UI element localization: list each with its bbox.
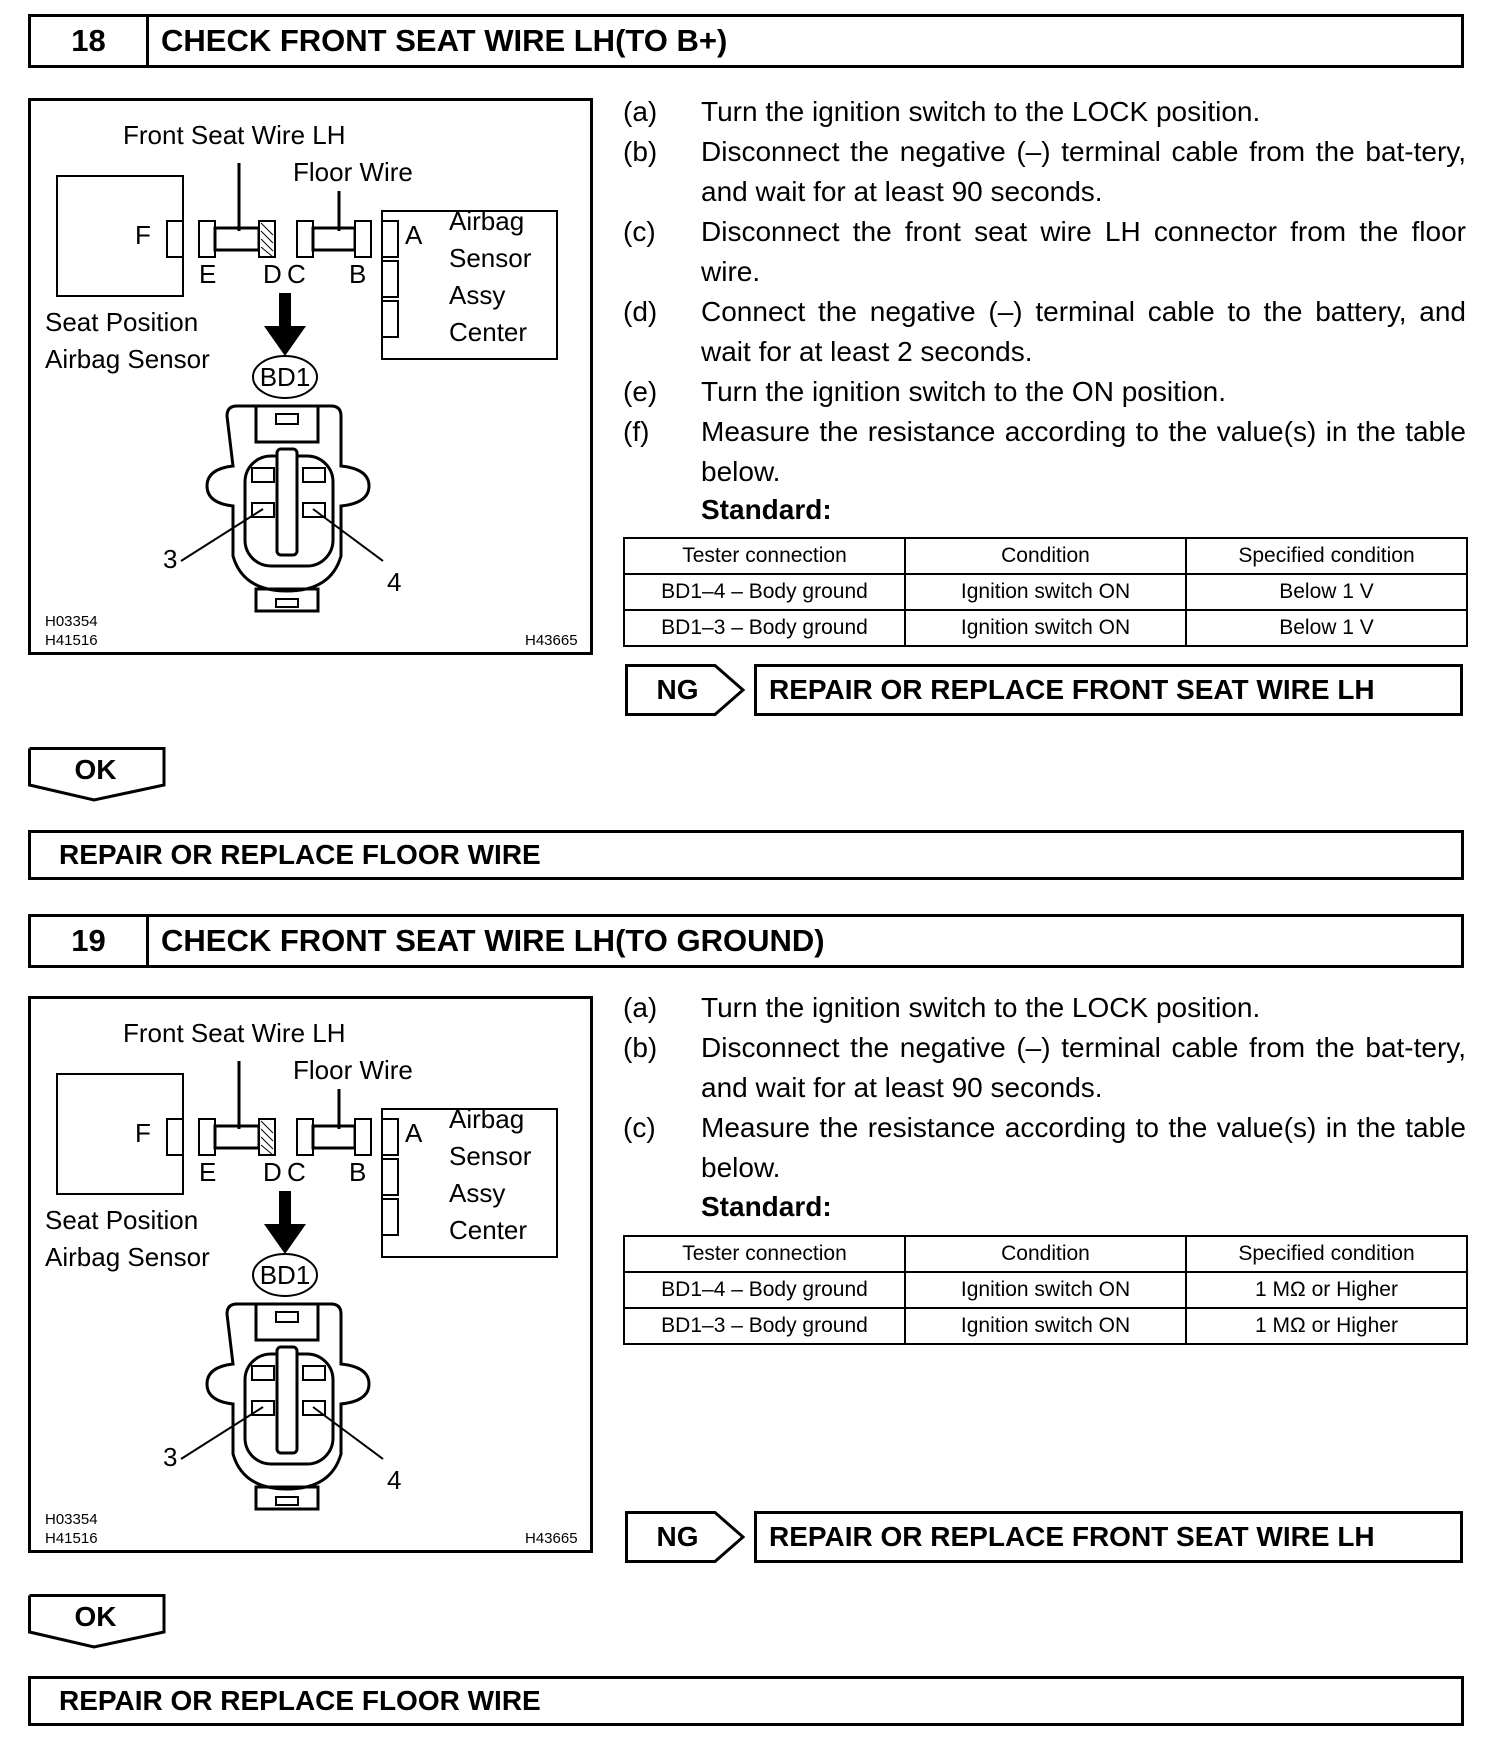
- letter-a: A: [405, 220, 423, 250]
- step-title: CHECK FRONT SEAT WIRE LH(TO B+): [161, 23, 728, 58]
- label-airbag-1: Airbag: [449, 206, 525, 236]
- figure-code-1: H03354: [45, 613, 98, 630]
- letter-d: D: [263, 1157, 282, 1187]
- connector-label: BD1: [259, 362, 311, 392]
- ng-label: NG: [656, 674, 699, 705]
- ng-result: [625, 1511, 1463, 1563]
- label-airbag-3: Assy: [449, 280, 506, 310]
- label-front-seat-wire: Front Seat Wire LH: [123, 1018, 346, 1048]
- figure-code-2: H41516: [45, 632, 98, 649]
- pin-4-label: 4: [387, 567, 402, 597]
- wiring-diagram: [28, 98, 593, 655]
- letter-e: E: [199, 259, 217, 289]
- table-row: BD1–4 – Body ground Ignition switch ON 1 MΩ or Higher: [624, 1272, 1467, 1308]
- step-19-header: [28, 914, 1464, 968]
- label-floor-wire: Floor Wire: [293, 1055, 413, 1085]
- figure-code-1: H03354: [45, 1511, 98, 1528]
- ng-action: REPAIR OR REPLACE FRONT SEAT WIRE LH: [754, 1511, 1463, 1563]
- figure-code-2: H41516: [45, 1530, 98, 1547]
- label-seat-position-2: Airbag Sensor: [45, 1242, 210, 1272]
- label-seat-position-1: Seat Position: [45, 1205, 199, 1235]
- pin-4-label: 4: [387, 1465, 402, 1495]
- standard-label: Standard:: [701, 1191, 832, 1222]
- letter-c: C: [287, 1157, 306, 1187]
- ok-action: REPAIR OR REPLACE FLOOR WIRE: [28, 830, 1464, 880]
- table-header-row: Tester connection Condition Specified condition: [624, 538, 1467, 574]
- letter-b: B: [349, 1157, 367, 1187]
- pin-3-label: 3: [163, 1442, 178, 1472]
- ok-action: REPAIR OR REPLACE FLOOR WIRE: [28, 1676, 1464, 1726]
- label-airbag-4: Center: [449, 317, 528, 347]
- ng-action: REPAIR OR REPLACE FRONT SEAT WIRE LH: [754, 664, 1463, 716]
- label-seat-position-2: Airbag Sensor: [45, 344, 210, 374]
- pin-3-label: 3: [163, 544, 178, 574]
- instruction-item: (a) Turn the ignition switch to the LOCK position.: [623, 96, 1261, 127]
- letter-b: B: [349, 259, 367, 289]
- instruction-item: (b) Disconnect the negative (–) terminal cable from the bat-tery, and wait for at least 90 seconds.: [623, 1032, 1466, 1103]
- instruction-item: (c) Measure the resistance according to the value(s) in the table below.: [623, 1112, 1466, 1183]
- label-airbag-4: Center: [449, 1215, 528, 1245]
- instruction-list: [623, 92, 1466, 492]
- label-front-seat-wire: Front Seat Wire LH: [123, 120, 346, 150]
- instruction-item: (f) Measure the resistance according to the value(s) in the table below.: [623, 416, 1466, 487]
- instruction-item: (c) Disconnect the front seat wire LH connector from the floor wire.: [623, 216, 1466, 287]
- ok-label: OK: [74, 754, 117, 785]
- ok-result: [28, 1594, 166, 1649]
- arrow-down-icon: [264, 1224, 306, 1254]
- ok-label: OK: [74, 1601, 117, 1632]
- label-airbag-1: Airbag: [449, 1104, 525, 1134]
- step-title: CHECK FRONT SEAT WIRE LH(TO GROUND): [161, 923, 825, 958]
- figure-code-3: H43665: [525, 1530, 578, 1547]
- standard-label: Standard:: [701, 494, 832, 525]
- spec-table: [623, 1235, 1468, 1345]
- instruction-item: (e) Turn the ignition switch to the ON position.: [623, 376, 1226, 407]
- instruction-list: [623, 988, 1466, 1188]
- ng-label: NG: [656, 1521, 699, 1552]
- letter-e: E: [199, 1157, 217, 1187]
- label-airbag-3: Assy: [449, 1178, 506, 1208]
- step-number: 19: [31, 917, 149, 965]
- connector-label: BD1: [259, 1260, 311, 1290]
- letter-d: D: [263, 259, 282, 289]
- figure-code-3: H43665: [525, 632, 578, 649]
- instruction-item: (d) Connect the negative (–) terminal cable to the battery, and wait for at least 2 seconds.: [623, 296, 1466, 367]
- table-row: BD1–3 – Body ground Ignition switch ON Below 1 V: [624, 610, 1467, 646]
- label-seat-position-1: Seat Position: [45, 307, 199, 337]
- label-floor-wire: Floor Wire: [293, 157, 413, 187]
- letter-f: F: [135, 220, 151, 250]
- table-header-row: Tester connection Condition Specified condition: [624, 1236, 1467, 1272]
- ok-result: [28, 747, 166, 802]
- table-row: BD1–3 – Body ground Ignition switch ON 1 MΩ or Higher: [624, 1308, 1467, 1344]
- arrow-down-icon: [264, 326, 306, 356]
- label-airbag-2: Sensor: [449, 1141, 532, 1171]
- letter-f: F: [135, 1118, 151, 1148]
- step-number: 18: [31, 17, 149, 65]
- label-airbag-2: Sensor: [449, 243, 532, 273]
- table-row: BD1–4 – Body ground Ignition switch ON Below 1 V: [624, 574, 1467, 610]
- letter-a: A: [405, 1118, 423, 1148]
- letter-c: C: [287, 259, 306, 289]
- instruction-item: (b) Disconnect the negative (–) terminal cable from the bat-tery, and wait for at least 90 seconds.: [623, 136, 1466, 207]
- ng-result: [625, 664, 1463, 716]
- step-18-header: [28, 14, 1464, 68]
- instruction-item: (a) Turn the ignition switch to the LOCK position.: [623, 992, 1261, 1023]
- spec-table: [623, 537, 1468, 647]
- wiring-diagram: [28, 996, 593, 1553]
